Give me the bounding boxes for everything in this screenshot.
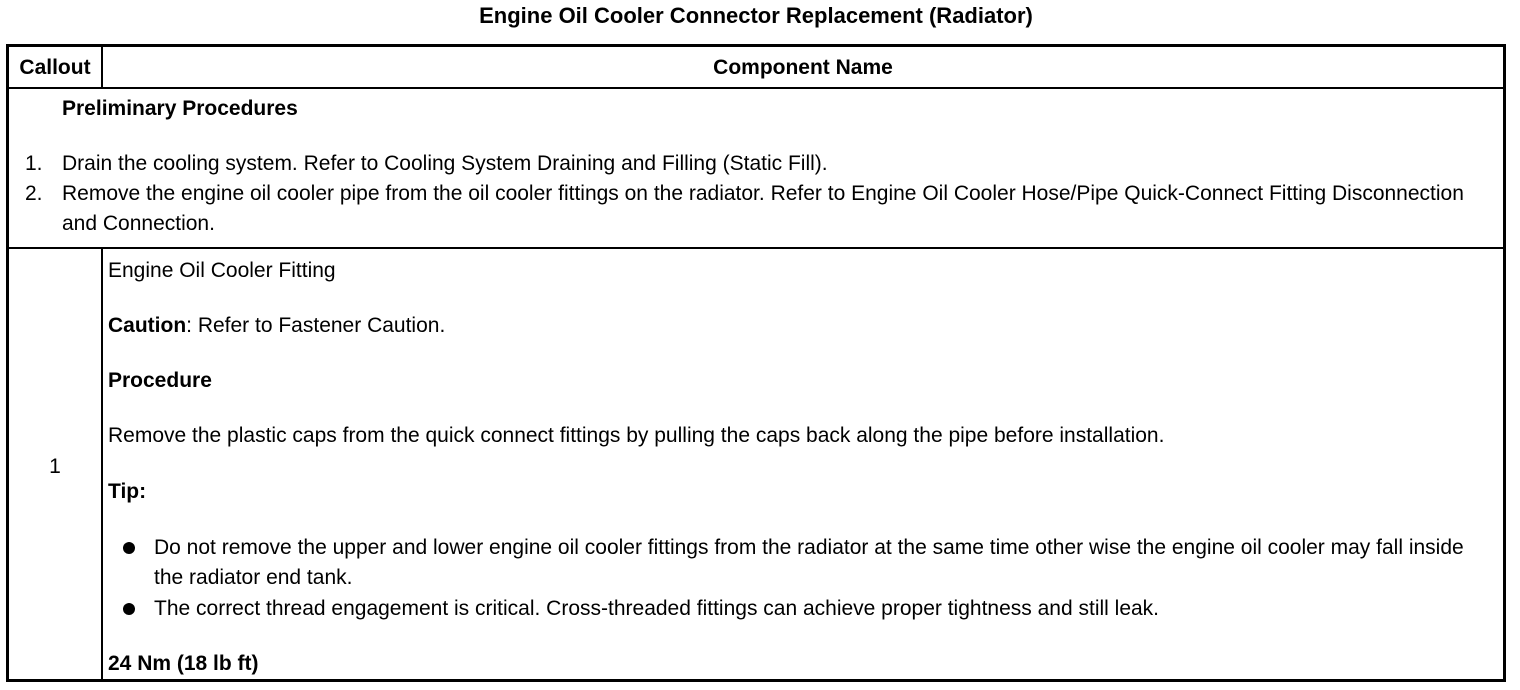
bullet-icon xyxy=(123,542,135,554)
list-item xyxy=(123,533,1494,593)
tip-heading: Tip: xyxy=(108,480,147,503)
procedure-heading: Procedure xyxy=(108,369,212,392)
list-item xyxy=(9,179,1503,239)
step-number: 2. xyxy=(25,182,43,205)
table-row xyxy=(9,249,1503,679)
torque-spec: 24 Nm (18 lb ft) xyxy=(108,652,259,675)
preliminary-procedures-row xyxy=(9,89,1503,249)
step-number: 1. xyxy=(25,152,43,175)
tip-text: The correct thread engagement is critical. Cross-threaded fittings can achieve proper tightness and still leak. xyxy=(154,597,1160,620)
caution-label: Caution xyxy=(108,314,187,337)
component-name: Engine Oil Cooler Fitting xyxy=(108,259,336,282)
column-header-callout: Callout xyxy=(9,47,103,87)
table-header-row xyxy=(9,47,1503,89)
step-text: Drain the cooling system. Refer to Cooling System Draining and Filling (Static Fill). xyxy=(62,152,828,175)
column-header-component-name: Component Name xyxy=(713,56,893,79)
caution-text: : Refer to Fastener Caution. xyxy=(186,314,446,337)
list-item xyxy=(123,594,1494,624)
callout-cell xyxy=(9,249,103,679)
callout-number: 1 xyxy=(49,455,61,478)
preliminary-heading: Preliminary Procedures xyxy=(62,97,298,120)
tip-text: Do not remove the upper and lower engine oil cooler fittings from the radiator at the same time other wise the engine oil cooler may fall inside the radiator end tank. xyxy=(154,536,1464,589)
procedure-text: Remove the plastic caps from the quick connect fittings by pulling the caps back along the pipe before installation. xyxy=(108,424,1165,447)
bullet-icon xyxy=(123,603,135,615)
page-title: Engine Oil Cooler Connector Replacement (Radiator) xyxy=(479,3,1033,28)
step-text: Remove the engine oil cooler pipe from the oil cooler fittings on the radiator. Refer to Engine Oil Cooler Hose/Pipe Quick-Connect Fitting Disconnection and Connection. xyxy=(62,182,1464,235)
procedure-table xyxy=(6,44,1506,682)
caution-line xyxy=(108,312,445,340)
preliminary-steps-list xyxy=(9,149,1503,239)
list-item xyxy=(9,149,1503,179)
component-cell xyxy=(103,249,1503,679)
